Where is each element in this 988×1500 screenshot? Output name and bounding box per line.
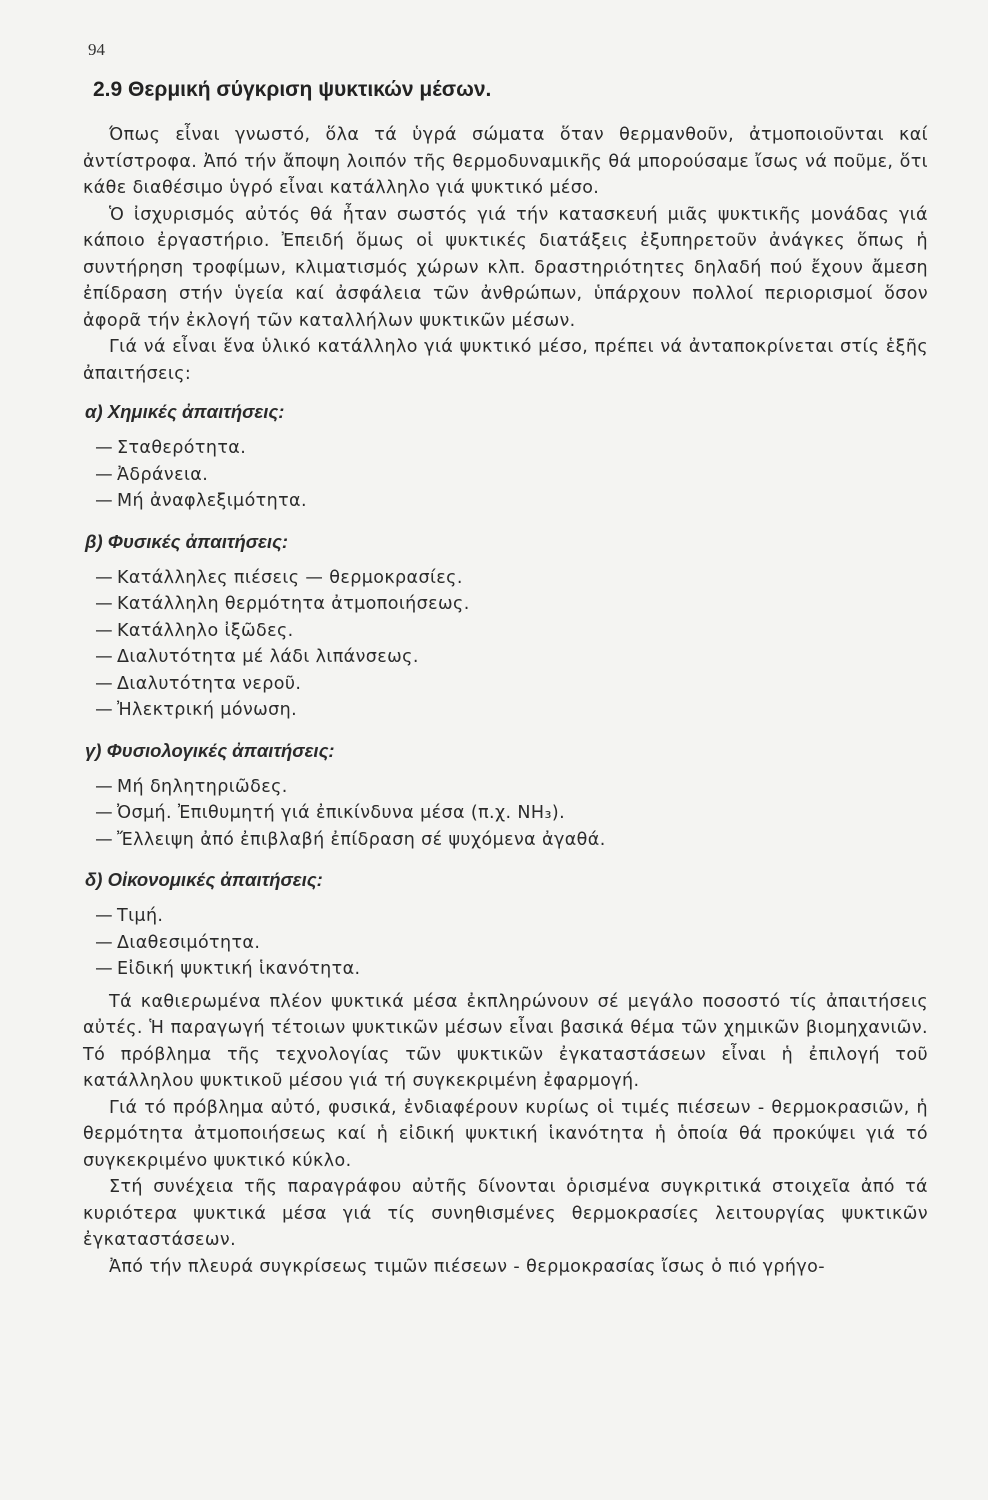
physical-requirements-heading: β) Φυσικές ἀπαιτήσεις: (85, 530, 289, 552)
closing-paragraph: Στή συνέχεια τῆς παραγράφου αὐτῆς δίνονται ὁρισμένα συγκριτικά στοιχεῖα ἀπό τά κυριότερα ψυκτικά μέσα γιά τίς συνηθισμένες θερμοκρασίες λειτουργίας ψυκτικῶν ἐγκαταστάσεων. (83, 1177, 928, 1250)
list-item: — Ὀσμή. Ἐπιθυμητή γιά ἐπικίνδυνα μέσα (π.χ. NH₃). (83, 800, 928, 827)
list-item: — Κατάλληλες πιέσεις — θερμοκρασίες. (83, 565, 928, 592)
list-item: — Ἠλεκτρική μόνωση. (83, 697, 928, 724)
list-item: — Ἀδράνεια. (83, 462, 928, 489)
intro-paragraph: Γιά νά εἶναι ἕνα ὑλικό κατάλληλο γιά ψυκτικό μέσο, πρέπει νά ἀνταποκρίνεται στίς ἑξῆς ἀπαιτήσεις: (83, 337, 928, 384)
closing-paragraph: Ἀπό τήν πλευρά συγκρίσεως τιμῶν πιέσεων - θερμοκρασίας ἴσως ὁ πιό γρήγο- (109, 1256, 825, 1277)
list-item: — Μή ἀναφλεξιμότητα. (83, 488, 928, 515)
economic-requirements-list (83, 903, 928, 983)
list-item: — Μή δηλητηριῶδες. (83, 774, 928, 801)
economic-requirements-heading: δ) Οἰκονομικές ἀπαιτήσεις: (85, 869, 323, 890)
intro-paragraph: Όπως εἶναι γνωστό, ὅλα τά ὑγρά σώματα ὅταν θερμανθοῦν, ἀτμοποιοῦνται καί ἀντίστροφα. Ἀπό τήν ἄποψη λοιπόν τῆς θερμοδυναμικῆς θά μπορούσαμε ἴσως νά ποῦμε, ὅτι κάθε διαθέσιμο ὑγρό εἶναι κατάλληλο γιά ψυκτικό μέσο. (83, 125, 928, 198)
chemical-requirements-list (83, 435, 928, 515)
list-item: — Διαλυτότητα μέ λάδι λιπάνσεως. (83, 644, 928, 671)
intro-paragraph: Ὁ ἰσχυρισμός αὐτός θά ἦταν σωστός γιά τήν κατασκευή μιᾶς ψυκτικῆς μονάδας γιά κάποιο ἐργαστήριο. Ἐπειδή ὅμως οἱ ψυκτικές διατάξεις ἐξυπηρετοῦν ἀνάγκες ὅπως ἡ συντήρηση τροφίμων, κλιματισμός χώρων κλπ. δραστηριότητες δηλαδή πού ἔχουν ἄμεση ἐπίδραση στήν ὑγεία καί ἀσφάλεια τῶν ἀνθρώπων, ὑπάρχουν πολλοί περιορισμοί ὅσον ἀφορᾶ τήν ἐκλογή τῶν καταλλήλων ψυκτικῶν μέσων. (83, 204, 928, 331)
list-item: — Σταθερότητα. (83, 435, 928, 462)
list-item: — Εἰδική ψυκτική ἱκανότητα. (83, 956, 928, 983)
list-item: — Διαθεσιμότητα. (83, 930, 928, 957)
list-item: — Ἔλλειψη ἀπό ἐπιβλαβή ἐπίδραση σέ ψυχόμενα ἀγαθά. (83, 827, 928, 854)
list-item: — Τιμή. (83, 903, 928, 930)
chemical-requirements-heading: α) Χημικές ἀπαιτήσεις: (85, 401, 285, 422)
physical-requirements-list (83, 565, 928, 724)
list-item: — Κατάλληλο ἰξῶδες. (83, 618, 928, 645)
closing-paragraph: Γιά τό πρόβλημα αὐτό, φυσικά, ἐνδιαφέρουν κυρίως οἱ τιμές πιέσεων - θερμοκρασιῶν, ἡ θερμότητα ἀτμοποιήσεως καί ἡ εἰδική ψυκτική ἱκανότητα ἡ ὁποία θά προκύψει γιά τό συγκεκριμένο ψυκτικό κύκλο. (83, 1097, 928, 1171)
page-body (83, 122, 928, 1280)
physiological-requirements-heading: γ) Φυσιολογικές ἀπαιτήσεις: (85, 739, 335, 761)
list-item: — Διαλυτότητα νεροῦ. (83, 671, 928, 698)
page-number: 94 (88, 40, 105, 59)
section-title: 2.9 Θερμική σύγκριση ψυκτικών μέσων. (93, 78, 492, 101)
closing-paragraph: Τά καθιερωμένα πλέον ψυκτικά μέσα ἐκπληρώνουν σέ μεγάλο ποσοστό τίς ἀπαιτήσεις αὐτές. Ἡ παραγωγή τέτοιων ψυκτικῶν μέσων εἶναι βασικά θέμα τῶν χημικῶν βιομηχανιῶν. Τό πρόβλημα τῆς τεχνολογίας τῶν ψυκτικῶν ἐγκαταστάσεων εἶναι ἡ ἐπιλογή τοῦ κατάλληλου ψυκτικοῦ μέσου γιά τή συγκεκριμένη ἐφαρμογή. (83, 991, 928, 1091)
list-item: — Κατάλληλη θερμότητα ἀτμοποιήσεως. (83, 591, 928, 618)
physiological-requirements-list (83, 774, 928, 854)
